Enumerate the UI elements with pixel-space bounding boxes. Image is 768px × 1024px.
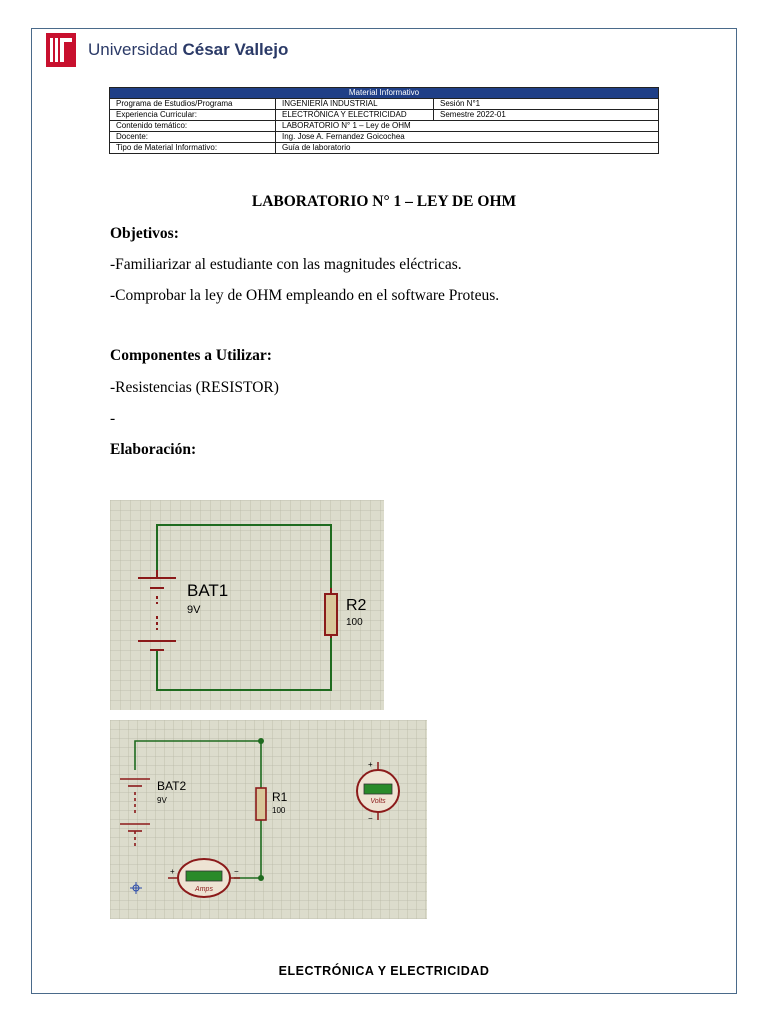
ammeter-plus: + — [170, 867, 175, 876]
junction-node — [258, 875, 264, 881]
schematic-grid — [110, 500, 384, 710]
table-header-row — [110, 88, 659, 99]
circuit-diagram-2 — [110, 720, 427, 919]
row-label: Tipo de Material Informativo: — [110, 143, 276, 154]
row-value: Guía de laboratorio — [276, 143, 659, 154]
resistor-symbol — [256, 788, 266, 820]
row-label: Docente: — [110, 132, 276, 143]
row-value: INGENIERÍA INDUSTRIAL — [276, 99, 434, 110]
table-row — [110, 132, 659, 143]
university-name-regular: Universidad — [88, 40, 183, 59]
row-value: LABORATORIO N° 1 – Ley de OHM — [276, 121, 659, 132]
elaboration-heading: Elaboración: — [110, 441, 197, 458]
circuit-diagram-1 — [110, 500, 384, 710]
table-row — [110, 121, 659, 132]
voltmeter-label: Volts — [370, 798, 386, 805]
row-extra: Semestre 2022-01 — [434, 110, 659, 121]
document-title: LABORATORIO N° 1 – LEY DE OHM — [251, 193, 517, 210]
table-row — [110, 143, 659, 154]
ammeter-minus: − — [234, 867, 239, 876]
objective-1: -Familiarizar al estudiante con las magnitudes eléctricas. — [110, 256, 462, 273]
battery-value: 9V — [157, 796, 167, 805]
component-2: - — [110, 410, 116, 427]
row-label: Contenido temático: — [110, 121, 276, 132]
battery-label: BAT2 — [157, 779, 187, 793]
resistor-label: R1 — [272, 790, 288, 804]
row-extra: Sesión N°1 — [434, 99, 659, 110]
material-info-table — [109, 87, 659, 154]
voltmeter-plus: + — [368, 760, 373, 769]
table-title: Material Informativo — [110, 88, 659, 99]
battery-value: 9V — [187, 604, 201, 616]
row-label: Programa de Estudios/Programa — [110, 99, 276, 110]
university-shield-icon — [46, 33, 76, 67]
components-heading: Componentes a Utilizar: — [110, 347, 272, 364]
resistor-label: R2 — [346, 597, 367, 614]
row-label: Experiencia Curricular: — [110, 110, 276, 121]
ammeter-label: Amps — [195, 886, 213, 893]
schematic-grid — [110, 720, 427, 919]
battery-label: BAT1 — [187, 581, 229, 600]
resistor-value: 100 — [272, 806, 286, 815]
voltmeter-minus: − — [368, 814, 373, 823]
resistor-value: 100 — [346, 617, 363, 628]
university-name-bold: César Vallejo — [182, 40, 289, 59]
junction-node — [258, 738, 264, 744]
page-footer: ELECTRÓNICA Y ELECTRICIDAD — [278, 964, 490, 978]
row-value: ELECTRÓNICA Y ELECTRICIDAD — [276, 110, 434, 121]
objective-2: -Comprobar la ley de OHM empleando en el software Proteus. — [110, 287, 500, 304]
table-row — [110, 110, 659, 121]
objectives-heading: Objetivos: — [110, 225, 179, 242]
university-logo — [46, 33, 288, 67]
table-row — [110, 99, 659, 110]
resistor-symbol — [325, 588, 337, 638]
university-name — [88, 40, 288, 60]
component-1: -Resistencias (RESISTOR) — [110, 379, 279, 396]
row-value: Ing. Jose A. Fernandez Goicochea — [276, 132, 659, 143]
